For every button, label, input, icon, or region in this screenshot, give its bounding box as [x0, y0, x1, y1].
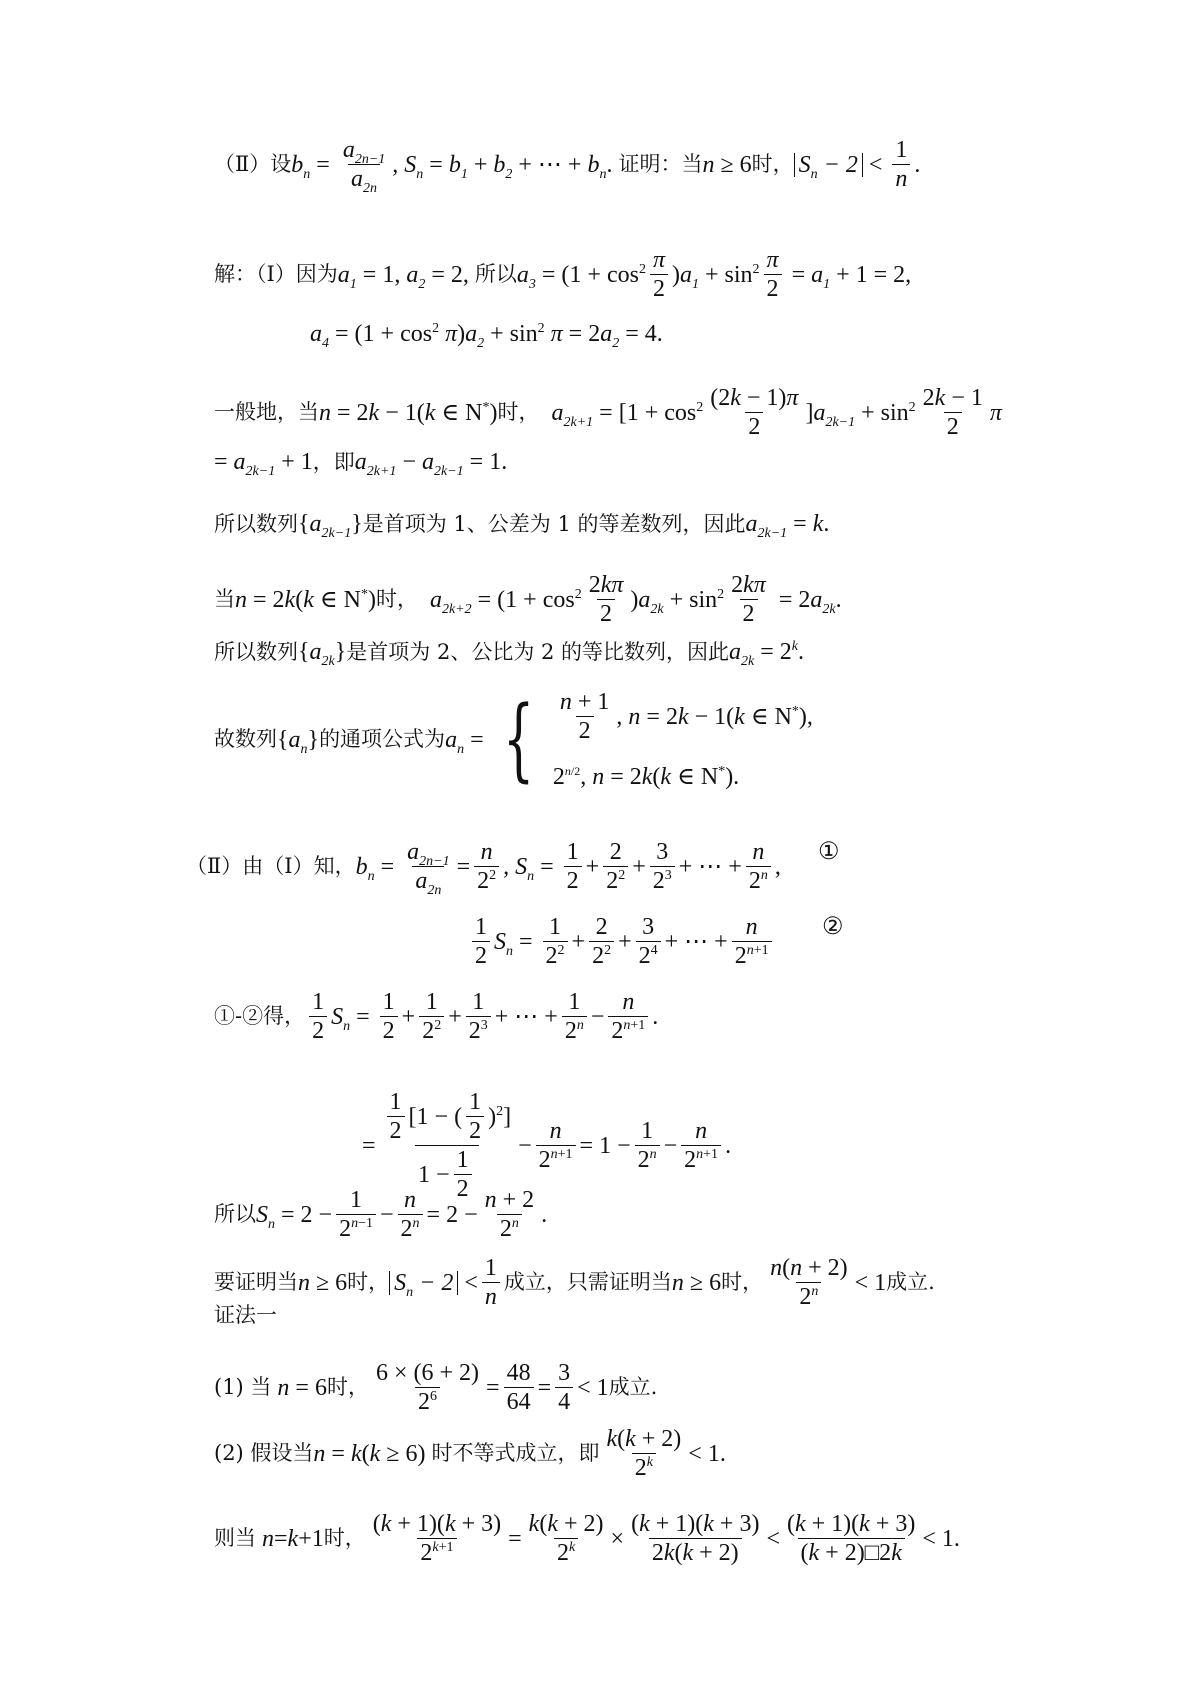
odd-arith-conclusion: 所以数列 { $a_{2k-1}$ } 是首项为 1、公差为 1 的等差数列，因此 $a_{2k-1}$ = k .: [214, 511, 830, 541]
fraction: $\frac{(k + 1)(k + 3)}{2^{k+1}}$: [372, 1511, 502, 1566]
fraction: $\frac{2k\pi}{2}$: [588, 572, 624, 627]
induction-step: 则当 n = k +1 时， $\frac{(k + 1)(k + 3)}{2^{k+1}}$ = $\frac{k(k + 2)}{2^k}$ × $\frac{(k + 1)(k + 3)}{2k(k + 2)}$ < $\frac{(k + 1)(k + 3)}{(k + 2)□2k}$ < 1.: [214, 1511, 960, 1566]
solution-part1-line2: $a_4$ = ($1 + \cos^2$ π ) $a_2$ + $\sin^2$ π = 2 $a_2$ = 4.: [310, 321, 663, 351]
fraction: $\frac{n}{2^n}$: [398, 1188, 423, 1241]
geometric-sum-step: = $\frac{1}{2}$ [1 − ( $\frac{1}{2}$ )$^2$] 1 − $\frac{1}{2}$ − $\frac{n}{2^{n+1}}$ = 1 − $\frac{1}{2^n}$ − $\frac{n}{2^{n+1}}$ .: [362, 1089, 732, 1202]
proof-method-heading: 证法一: [214, 1303, 277, 1327]
fraction: $\frac{1}{2}$: [466, 1090, 484, 1143]
fraction: $\frac{1}{2^2}$: [419, 990, 444, 1043]
even-geo-conclusion: 所以数列 { $a_{2k}$ } 是首项为 2、公比为 2 的等比数列，因此 $a_{2k}$ = $2^k$.: [214, 639, 805, 669]
fraction: $\frac{48}{64}$: [504, 1361, 534, 1414]
fraction: $\frac{k(k + 2)}{2^k}$: [528, 1511, 604, 1566]
fraction: $\frac{2}{2^2}$: [589, 915, 614, 968]
fraction: $\frac{3}{2^3}$: [650, 840, 675, 893]
general-even-case: 当 n = 2 k ( k ∈ N*) 时， $a_{2k+2}$ = ($1 + \cos^2$ $\frac{2k\pi}{2}$ ) $a_{2k}$ + $\sin^2$ $\frac{2k\pi}{2}$ = 2 $a_{2k}$ .: [214, 572, 842, 627]
fraction: $\frac{(2k - 1)\pi}{2}$: [710, 385, 799, 440]
induction-base: (1) 当 n = 6 时， $\frac{6 \times (6 + 2)}{2^6}$ = $\frac{48}{64}$ = $\frac{3}{4}$ < 1 成立.: [214, 1360, 658, 1415]
subtraction-step: ①-②得， $\frac{1}{2}$ $S_n$ = $\frac{1}{2}$ + $\frac{1}{2^2}$ + $\frac{1}{2^3}$ + ⋯ + $\frac{1}{2^n}$ − $\frac{n}{2^{n+1}}$ .: [214, 989, 659, 1044]
general-term-formula: 故数列 { $a_n$ } 的通项公式为 $a_n$ = { $\frac{n + 1}{2}$ , n = 2 k − 1( k ∈ N*), $2^{n/2}$, n = 2 k ( k ∈ N*).: [214, 686, 813, 792]
fraction: $\frac{1}{2}$: [309, 990, 327, 1043]
solution-part1-line1: 解：（Ⅰ）因为 $a_1$ = 1, $a_2$ = 2, 所以 $a_3$ = ($1 + \cos^2$ $\frac{\pi}{2}$ ) $a_1$ + $\sin^2$ $\frac{\pi}{2}$ = $a_1$ + 1 = 2,: [214, 247, 912, 302]
fraction: $\frac{n}{2^{n+1}}$: [732, 915, 772, 968]
fraction: $\frac{2k - 1}{2}$: [922, 385, 983, 440]
problem-part2-statement: （Ⅱ）设 $b_n$ = $\frac{a_{2n-1}}{a_{2n}}$ , $S_n$ = $b_1$ + $b_2$ + ⋯ + $b_n$ . 证明：当 n ≥ 6 时， $S_n - 2$ < $\frac{1}{n}$ .: [214, 137, 921, 196]
sum-result: 所以 $S_n$ = 2 − $\frac{1}{2^{n-1}}$ − $\frac{n}{2^n}$ = 2 − $\frac{n + 2}{2^n}$ .: [214, 1187, 548, 1242]
fraction: $\frac{1}{2}$: [564, 840, 582, 893]
fraction: $\frac{1}{2}$: [454, 1148, 472, 1201]
fraction: $\frac{n}{2^2}$: [474, 840, 499, 893]
fraction: $\frac{2k\pi}{2}$: [731, 572, 766, 627]
general-odd-case: 一般地，当 n = 2 k − 1( k ∈ N*) 时， $a_{2k+1}$ = [$1 + \cos^2$ $\frac{(2k - 1)\pi}{2}$ ] $a_{2k-1}$ + $\sin^2$ $\frac{2k - 1}{2}$ π: [214, 385, 1002, 440]
fraction: $\frac{3}{2^4}$: [636, 915, 661, 968]
fraction: $\frac{n + 1}{2}$: [559, 689, 610, 744]
fraction: $\frac{1}{2^n}$: [562, 990, 587, 1043]
fraction: $\frac{1}{2^3}$: [466, 990, 491, 1043]
fraction: $\frac{n}{2^{n+1}}$: [608, 990, 648, 1043]
fraction: $\frac{a_{2n-1}}{a_{2n}}$: [407, 839, 450, 898]
fraction: $\frac{6 \times (6 + 2)}{2^6}$: [375, 1360, 480, 1415]
fraction: $\frac{n}{2^{n+1}}$: [681, 1119, 721, 1172]
fraction: $\frac{a_{2n-1}}{a_{2n}}$: [342, 137, 386, 196]
fraction: $\frac{1}{n}$: [892, 138, 910, 191]
part2-sum-eq2: $\frac{1}{2}$ $S_n$ = $\frac{1}{2^2}$ + $\frac{2}{2^2}$ + $\frac{3}{2^4}$ + ⋯ + $\frac{n}{2^{n+1}}$: [468, 915, 776, 968]
part2-label: （Ⅱ）设: [214, 152, 292, 176]
fraction: $\frac{n + 2}{2^n}$: [484, 1187, 535, 1242]
fraction: $\frac{1}{2^n}$: [635, 1119, 660, 1172]
part2-sum-eq1: （Ⅱ）由（Ⅰ）知， $b_n$ = $\frac{a_{2n-1}}{a_{2n}}$ = $\frac{n}{2^2}$ , $S_n$ = $\frac{1}{2}$ + $\frac{2}{2^2}$ + $\frac{3}{2^3}$ + ⋯ + $\frac{n}{2^n}$ ,: [186, 839, 781, 898]
fraction: $\frac{(k + 1)(k + 3)}{2k(k + 2)}$: [631, 1511, 760, 1566]
fraction: $\frac{3}{4}$: [555, 1361, 573, 1414]
odd-recurrence: = $a_{2k-1}$ + 1 ，即 $a_{2k+1}$ − $a_{2k-1}$ = 1.: [214, 449, 508, 479]
fraction: $\frac{\pi}{2}$: [764, 248, 782, 301]
fraction: $\frac{n}{2^n}$: [746, 840, 771, 893]
fraction: $\frac{1}{2^{n-1}}$: [336, 1188, 376, 1241]
fraction: $\frac{n(n + 2)}{2^n}$: [770, 1255, 848, 1310]
induction-hypothesis: (2) 假设当 n = k ( k ≥ 6) 时不等式成立，即 $\frac{k(k + 2)}{2^k}$ < 1.: [214, 1426, 726, 1481]
fraction: $\frac{1}{2^2}$: [543, 915, 568, 968]
fraction: $\frac{(k + 1)(k + 3)}{(k + 2)□2k}$: [786, 1511, 916, 1566]
fraction: $\frac{1}{2}$: [472, 915, 490, 968]
equation-mark-1: ①: [818, 839, 840, 865]
fraction: $\frac{1}{n}$: [482, 1256, 500, 1309]
fraction: $\frac{1}{2}$: [380, 990, 398, 1043]
piecewise-cases: $\frac{n + 1}{2}$ , n = 2 k − 1( k ∈ N*), $2^{n/2}$, n = 2 k ( k ∈ N*).: [552, 689, 813, 790]
fraction: $\frac{\pi}{2}$: [650, 248, 668, 301]
fraction: $\frac{n}{2^{n+1}}$: [536, 1119, 576, 1172]
fraction: $\frac{k(k + 2)}{2^k}$: [606, 1426, 682, 1481]
proof-goal: 要证明当 n ≥ 6 时， $S_n - 2$ < $\frac{1}{n}$ 成立，只需证明当 n ≥ 6 时， $\frac{n(n + 2)}{2^n}$ < 1 成立.: [214, 1255, 935, 1310]
fraction: $\frac{1}{2}$: [387, 1090, 405, 1143]
equation-mark-2: ②: [822, 914, 844, 940]
fraction: $\frac{2}{2^2}$: [603, 840, 628, 893]
left-brace: {: [502, 686, 534, 792]
fraction: $\frac{1}{2}$ [1 − ( $\frac{1}{2}$ )$^2$] 1 − $\frac{1}{2}$: [380, 1090, 515, 1201]
